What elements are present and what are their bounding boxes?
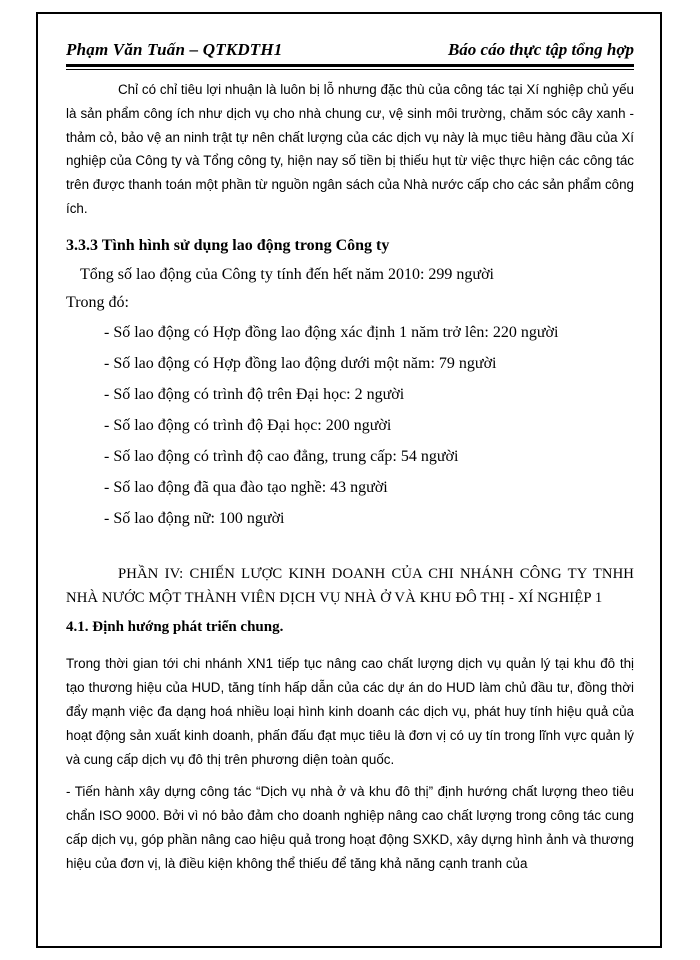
header-rule-thin: [66, 69, 634, 70]
list-item: - Số lao động có trình độ Đại học: 200 người: [104, 416, 392, 434]
list-item: - Số lao động đã qua đào tạo nghề: 43 người: [104, 478, 388, 496]
page-header: [66, 38, 634, 62]
intro-paragraph: Chỉ có chỉ tiêu lợi nhuận là luôn bị lỗ nhưng đặc thù của công tác tại Xí nghiệp chủ yếu là sản phẩm công ích như dịch vụ cho nhà chung cư, vệ sinh môi trường, chăm sóc cây xanh - thảm cỏ, bảo vệ an ninh trật tự nên chất lượng của các dịch vụ này là mục tiêu hàng đầu của Xí nghiệp của Công ty và Tổng công ty, hiện nay số tiền bị thiếu hụt từ việc thực hiện các công tác trên được thanh toán một phần từ nguồn ngân sách của Nhà nước cấp cho các sản phẩm công ích.: [66, 82, 634, 216]
section-heading-3-3-3: 3.3.3 Tình hình sử dụng lao động trong Công ty: [66, 236, 390, 254]
development-paragraph: Trong thời gian tới chi nhánh XN1 tiếp tục nâng cao chất lượng dịch vụ quản lý tại khu đô thị tạo thương hiệu của HUD, tăng tính hấp dẫn của các dự án do HUD làm chủ đầu tư, đồng thời đẩy mạnh việc đa dạng hoá nhiều loại hình kinh doanh các dịch vụ, phát huy tính hiệu quả của hoạt động sản xuất kinh doanh, phấn đấu đạt mục tiêu là đơn vị có uy tín trong lĩnh vực quản lý và cung cấp dịch vụ đô thị trên phương diện toàn quốc.: [66, 655, 634, 767]
total-workforce: Tổng số lao động của Công ty tính đến hết năm 2010: 299 người: [80, 265, 494, 283]
list-item: - Số lao động có trình độ trên Đại học: 2 người: [104, 385, 405, 403]
header-author: Phạm Văn Tuấn – QTKDTH1: [66, 40, 283, 59]
iso-paragraph: - Tiến hành xây dựng công tác “Dịch vụ nhà ở và khu đô thị” định hướng chất lượng theo tiêu chẩn ISO 9000. Bởi vì nó bảo đảm cho doanh nghiệp nâng cao chất lượng trong công tác cung cấp dịch vụ, góp phần nâng cao hiệu quả trong hoạt động SXKD, xây dựng hình ảnh và thương hiệu của đơn vị, là điều kiện không thể thiếu để tăng khả năng cạnh tranh của: [66, 783, 634, 871]
list-item: - Số lao động có trình độ cao đẳng, trung cấp: 54 người: [104, 447, 459, 465]
header-report-title: Báo cáo thực tập tổng hợp: [447, 40, 634, 59]
section-heading-4-1: 4.1. Định hướng phát triển chung.: [66, 618, 284, 635]
list-item: - Số lao động có Hợp đồng lao động xác định 1 năm trở lên: 220 người: [104, 323, 559, 341]
part-iv-title: PHẦN IV: CHIẾN LƯỢC KINH DOANH CỦA CHI NHÁNH CÔNG TY TNHH NHÀ NƯỚC MỘT THÀNH VIÊN DỊCH VỤ NHÀ Ở VÀ KHU ĐÔ THỊ - XÍ NGHIỆP 1: [66, 565, 634, 606]
list-item: - Số lao động có Hợp đồng lao động dưới một năm: 79 người: [104, 354, 497, 372]
workforce-list: [66, 322, 634, 530]
header-rule: [66, 64, 634, 67]
page-content: [66, 78, 634, 876]
breakdown-intro: Trong đó:: [66, 293, 129, 311]
list-item: - Số lao động nữ: 100 người: [104, 509, 285, 527]
